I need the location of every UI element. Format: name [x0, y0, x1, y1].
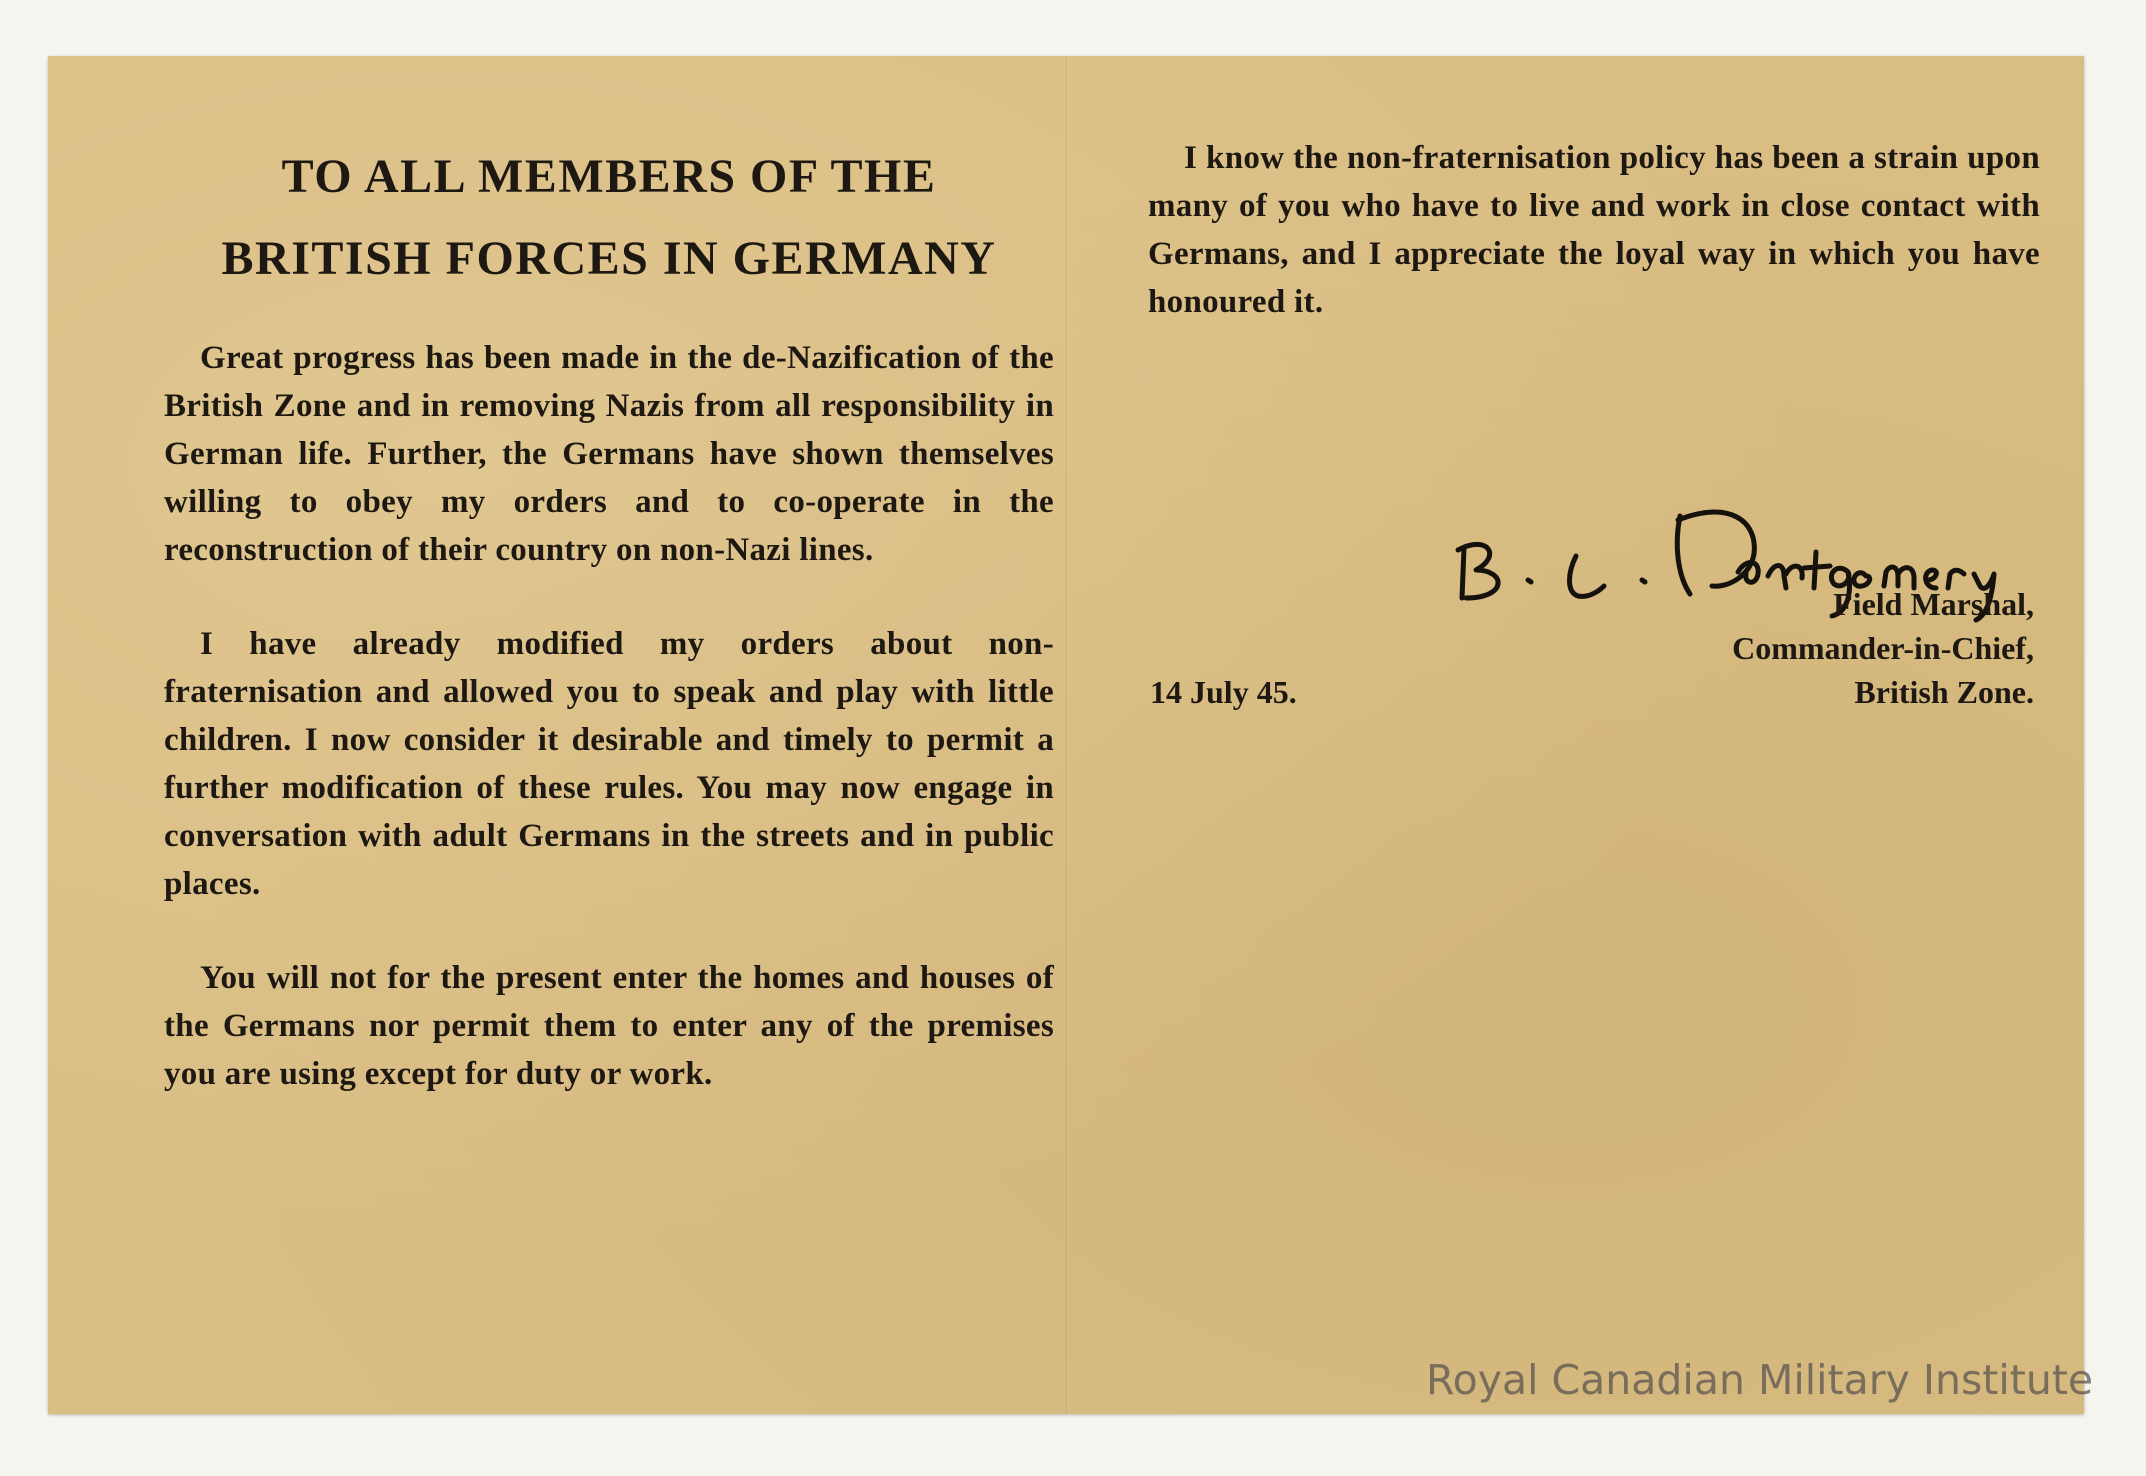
signatory-title [1732, 582, 2034, 714]
heading-line-2: BRITISH FORCES IN GERMANY [221, 232, 997, 285]
rcmi-watermark: Royal Canadian Military Institute [1426, 1356, 2094, 1404]
right-column [1148, 134, 2040, 372]
leaflet-sheet [48, 56, 2084, 1414]
paragraph-homes-restriction: You will not for the present enter the homes and houses of the Germans nor permit them to enter any of the premises you are using except for duty or work. [164, 960, 1054, 1092]
heading-line-1: TO ALL MEMBERS OF THE [281, 150, 937, 203]
zone-line: British Zone. [1854, 674, 2034, 710]
paragraph-modified-orders: I have already modified my orders about non-fraternisation and allowed you to speak and play with little children. I now consider it desirable and timely to permit a further modification of these rules. You may now engage in conversation with adult Germans in the streets and in public places. [164, 626, 1054, 902]
position-line: Commander-in-Chief, [1732, 630, 2034, 666]
left-column [164, 136, 1054, 1144]
paragraph-denazification: Great progress has been made in the de-Nazification of the British Zone and in removing Nazis from all responsibility in German life. Further, the Germans have shown themselves willing to obey my orders and to co-operate in the reconstruction of their country on non-Nazi lines. [164, 340, 1054, 568]
leaflet-date: 14 July 45. [1150, 674, 1297, 710]
center-fold [1066, 56, 1068, 1414]
paragraph-appreciation: I know the non-fraternisation policy has been a strain upon many of you who have to live and work in close contact with Germans, and I appreciate the loyal way in which you have honoured it. [1148, 140, 2040, 320]
leaflet-heading [164, 136, 1054, 300]
rank-line: Field Marshal, [1833, 586, 2034, 622]
